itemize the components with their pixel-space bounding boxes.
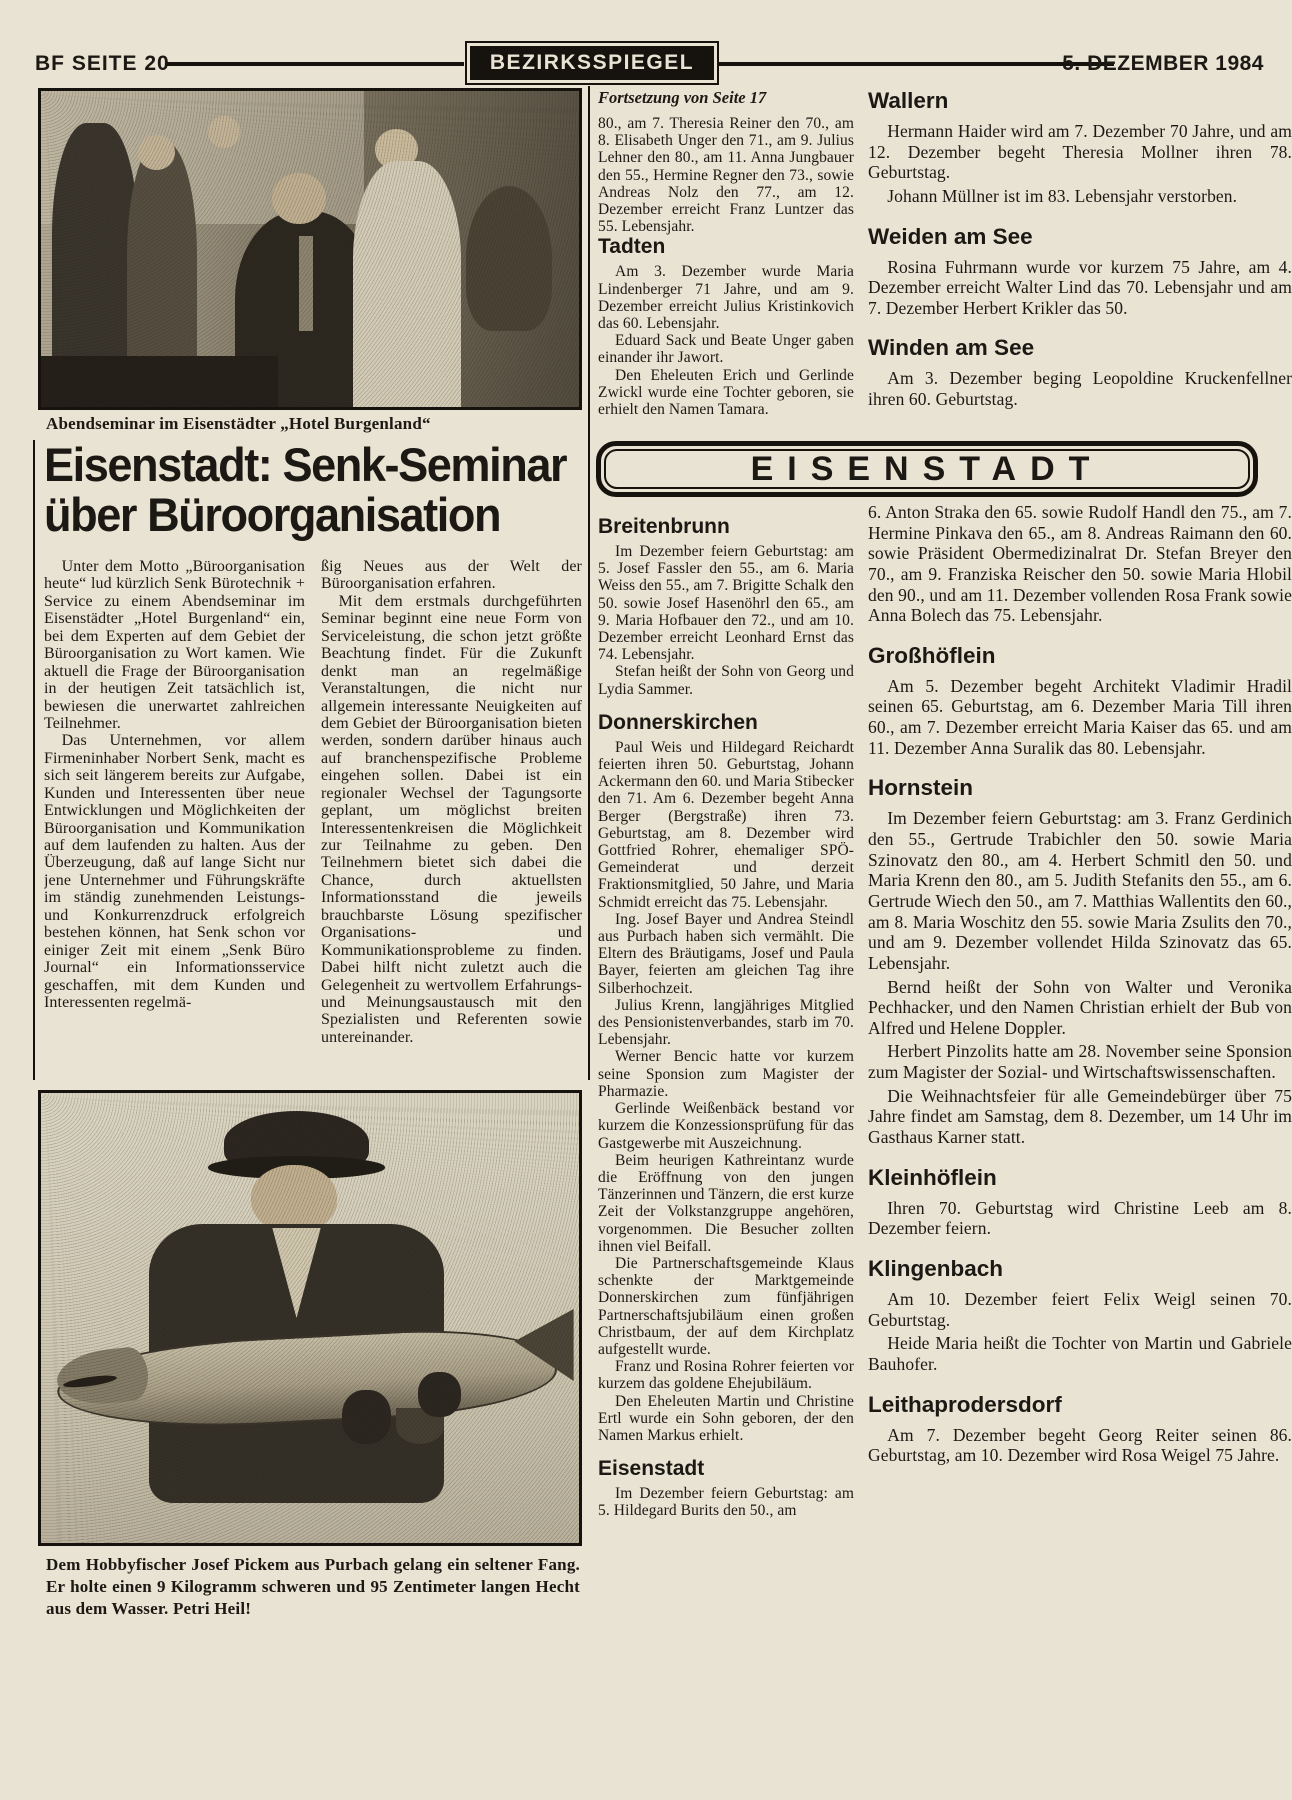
photo-halftone-overlay	[41, 1093, 579, 1543]
section-heading: Leithaprodersdorf	[868, 1391, 1062, 1417]
right-column-top	[868, 88, 1292, 440]
paragraph: Den Eheleuten Martin und Christine Ertl wurde ein Sohn geboren, der den Namen Markus erhielt.	[598, 1392, 854, 1444]
paragraph: Im Dezember feiern Geburtstag: am 3. Franz Gerdinich den 55., Gertrude Trabichler den 50. sowie Maria Szinovatz den 80., am 4. Herbert Schmitl den 50. und Maria Krenn den 80., am 5. Judith Stefanits den 55., am 6. Gertrude Wiech den 50., am 7. Matthias Wallentits den 60., am 8. Maria Woschitz den 55. sowie Maria Zsulits den 70., und am 9. Dezember vollendet Hilda Szinovatz das 65. Lebensjahr.	[868, 808, 1292, 973]
paragraph: Eduard Sack und Beate Unger gaben einander ihr Jawort.	[598, 332, 854, 367]
headline-line-2: über Büroorganisation	[44, 487, 501, 541]
middle-column-bottom	[598, 502, 854, 1692]
paragraph: Johann Müllner ist im 83. Lebensjahr verstorben.	[887, 185, 1238, 206]
section-heading: Breitenbrunn	[598, 515, 730, 538]
header-rule-left	[166, 62, 464, 66]
paragraph: Mit dem erstmals durchgeführten Seminar beginnt eine neue Form von Serviceleistung, die schon jetzt größte Beachtung findet. Für die Zukunft denkt man an regelmäßige Veranstaltungen, die nicht nur allgemein interessante Neuigkeiten auf dem Gebiet der Büroorganisation bieten werden, sondern darüber hinaus auch auf branchenspezifische Probleme eingehen sollen. Dabei ist ein regionaler Wechsel der Tagungsorte geplant, um möglichst breiten Interessentenkreisen die Möglichkeit zur Teilnahme zu geben. Den Teilnehmern bietet sich dabei die Chance, durch aktuellsten Informationsstand die jeweils brauchbarste Lösung spezifischer Organisations- und Kommunikationsprobleme zu finden. Dabei hilft nicht zuletzt auch die Gelegenheit zu wertvollem Erfahrungs- und Meinungsaustausch mit den Spezialisten und Referenten sowie untereinander.	[321, 592, 582, 1046]
headline-line-1: Eisenstadt: Senk-Seminar	[44, 438, 567, 491]
paragraph: Am 10. Dezember feiert Felix Weigl seinen 70. Geburtstag.	[868, 1288, 1292, 1330]
paragraph: Beim heurigen Kathreintanz wurde die Eröffnung von den jungen Tänzerinnen und Tänzern, die erst kurze Zeit der Volkstanzgruppe angehören, vorgenommen. Die Besucher zollten ihnen viel Beifall.	[598, 1151, 854, 1255]
section-heading: Weiden am See	[868, 223, 1033, 249]
paragraph: 6. Anton Straka den 65. sowie Rudolf Handl den 75., am 7. Hermine Pinkava den 65., am 8. Andreas Raimann den 60. sowie Präsident Obermedizinalrat Dr. Stefan Breyer den 70., am 9. Franziska Reischer den 50. sowie Maria Hlobil den 90., und am 11. Dezember vollenden Rosa Frank sowie Anna Bolech das 75. Lebensjahr.	[868, 502, 1292, 626]
continuation-note: Fortsetzung von Seite 17	[598, 88, 767, 107]
paragraph: Rosina Fuhrmann wurde vor kurzem 75 Jahre, am 4. Dezember erreicht Walter Lind das 70. Lebensjahr und am 7. Dezember Herbert Krikler das 50.	[868, 256, 1292, 318]
paragraph: Bernd heißt der Sohn von Walter und Veronika Pechhacker, und den Namen Christian erhielt der Bub von Alfred und Helene Doppler.	[868, 976, 1292, 1038]
seminar-photo-caption: Abendseminar im Eisenstädter „Hotel Burgenland“	[46, 414, 431, 433]
paragraph: Paul Weis und Hildegard Reichardt feierten ihren 50. Geburtstag, Johann Ackermann den 60. und Maria Stibecker den 71. Am 6. Dezember begeht Anna Berger (Bergstraße) ihren 73. Geburtstag, am 8. Dezember wird Gottfried Rohrer, ehemaliger SPÖ-Gemeinderat und derzeit Fraktionsmitglied, 50 Jahre, und Maria Schmidt erreicht das 75. Lebensjahr.	[598, 738, 854, 911]
paragraph: Franz und Rosina Rohrer feierten vor kurzem das goldene Ehejubiläum.	[598, 1358, 854, 1393]
fisherman-photo	[38, 1090, 582, 1546]
section-heading: Donnerskirchen	[598, 710, 758, 734]
paragraph: Im Dezember feiern Geburtstag: am 5. Hildegard Burits den 50., am	[598, 1485, 854, 1520]
eisenstadt-banner-label: EISENSTADT	[604, 449, 1250, 489]
paragraph: Die Partnerschaftsgemeinde Klaus schenkte der Marktgemeinde Donnerskirchen zum fünfjährigen Partnerschaftsjubiläum einen großen Christbaum, der auf dem Kirchplatz aufgestellt wurde.	[598, 1254, 854, 1358]
paragraph: Das Unternehmen, vor allem Firmeninhaber Norbert Senk, macht es sich seit längerem bereits zur Aufgabe, Kunden und Interessenten über neue Entwicklungen und Möglichkeiten der Büroorganisation und Kommunikation auf dem laufenden zu halten. Aus der Überzeugung, daß auf lange Sicht nur jene Unternehmer und Führungskräfte im ständig zunehmenden Leistungs- und Konkurrenzdruck erfolgreich bestehen können, hat Senk schon vor einiger Zeit mit einem „Senk Büro Journal“ ein Informationsservice geschaffen, mit dem Kunden und Interessenten regelmä-	[44, 732, 305, 1011]
fisherman-photo-caption: Dem Hobbyfischer Josef Pickem aus Purbach gelang ein seltener Fang. Er holte einen 9 Kilogramm schweren und 95 Zentimeter langen Hecht aus dem Wasser. Petri Heil!	[46, 1555, 580, 1618]
paragraph: Ing. Josef Bayer und Andrea Steindl aus Purbach haben sich vermählt. Die Eltern des Bräutigams, Josef und Paula Bayer, feierten am gleichen Tag ihre Silberhochzeit.	[598, 910, 854, 997]
section-heading: Hornstein	[868, 775, 974, 801]
issue-date: 5. DEZEMBER 1984	[1062, 52, 1264, 75]
paragraph: Ihren 70. Geburtstag wird Christine Leeb am 8. Dezember feiern.	[868, 1197, 1292, 1239]
seminar-photo	[38, 88, 582, 410]
paragraph: Gerlinde Weißenbäck bestand vor kurzem die Konzessionsprüfung für das Gastgewerbe mit Auszeichnung.	[598, 1100, 854, 1152]
paragraph: Am 7. Dezember begeht Georg Reiter seinen 86. Geburtstag, am 10. Dezember wird Rosa Weigel 75 Jahre.	[868, 1424, 1292, 1466]
eisenstadt-banner	[596, 441, 1258, 497]
lead-article-body	[44, 558, 582, 1080]
paragraph: Am 5. Dezember begeht Architekt Vladimir Hradil seinen 65. Geburtstag, am 6. Dezember Maria Till ihren 60., am 7. Dezember erreicht Maria Kaiser das 65. und am 11. Dezember Anna Suralik das 80. Lebensjahr.	[868, 675, 1292, 758]
article-column-2	[321, 558, 582, 1080]
middle-column-top	[598, 88, 854, 440]
paragraph: Heide Maria heißt die Tochter von Martin und Gabriele Bauhofer.	[868, 1333, 1292, 1374]
paragraph: Die Weihnachtsfeier für alle Gemeindebürger über 75 Jahre findet am Samstag, dem 8. Dezember, um 14 Uhr im Gasthaus Karner statt.	[868, 1085, 1292, 1148]
paragraph: Stefan heißt der Sohn von Georg und Lydia Sammer.	[598, 663, 854, 698]
paragraph: Am 3. Dezember wurde Maria Lindenberger 71 Jahre, und am 9. Dezember erreicht Julius Kristinkovich das 60. Lebensjahr.	[598, 263, 854, 333]
right-column-bottom	[868, 502, 1292, 1792]
paragraph: Den Eheleuten Erich und Gerlinde Zwickl wurde eine Tochter geboren, sie erhielt den Namen Tamara.	[598, 366, 854, 419]
middle-column-rule	[588, 86, 590, 1080]
paragraph: Unter dem Motto „Büroorganisation heute“ lud kürzlich Senk Bürotechnik + Service zu einem Abendseminar im Eisenstädter „Hotel Burgenland“ ein, bei dem Experten auf dem Gebiet der Büroorganisation zu Wort kamen. Wie aktuell die Frage der Büroorganisation in der heutigen Zeit tatsächlich ist, bewiesen die unerwartet zahlreichen Teilnehmer.	[44, 558, 305, 732]
section-heading: Eisenstadt	[598, 1457, 705, 1481]
paragraph: Am 3. Dezember beging Leopoldine Kruckenfellner ihren 60. Geburtstag.	[868, 368, 1292, 410]
header-rule-right	[718, 62, 1114, 66]
section-heading: Großhöflein	[868, 642, 996, 668]
paragraph: Julius Krenn, langjähriges Mitglied des Pensionistenverbandes, starb im 70. Lebensjahr.	[598, 996, 854, 1049]
section-heading: Kleinhöflein	[868, 1164, 997, 1190]
paragraph: Im Dezember feiern Geburtstag: am 5. Josef Fassler den 55., am 6. Maria Weiss den 55., am 7. Brigitte Schalk den 50. sowie Josef Hasenöhrl den 65., am 9. Maria Hofbauer den 72., und am 10. Dezember erreicht Leonhard Ernst das 74. Lebensjahr.	[598, 543, 854, 664]
section-heading: Tadten	[598, 235, 666, 259]
left-column-rule	[33, 440, 35, 1080]
page-number-label: BF SEITE 20	[35, 52, 170, 75]
paragraph: Herbert Pinzolits hatte am 28. November seine Sponsion zum Magister der Sozial- und Wirtschaftswissenschaften.	[868, 1041, 1292, 1083]
photo-halftone-overlay	[41, 91, 579, 407]
section-heading: Klingenbach	[868, 1255, 1004, 1281]
paragraph: ßig Neues aus der Welt der Büroorganisation erfahren.	[321, 558, 582, 593]
section-heading: Winden am See	[868, 335, 1035, 361]
paragraph: Hermann Haider wird am 7. Dezember 70 Jahre, und am 12. Dezember begeht Theresia Mollner ihren 78. Geburtstag.	[868, 121, 1292, 183]
paragraph: Werner Bencic hatte vor kurzem seine Sponsion zum Magister der Pharmazie.	[598, 1048, 854, 1100]
paragraph: 80., am 7. Theresia Reiner den 70., am 8. Elisabeth Unger den 71., am 9. Julius Lehner den 80., am 11. Anna Jungbauer den 55., Hermine Regner den 73., sowie Andreas Nolz den 77., am 12. Dezember erreicht Franz Luntzer das 55. Lebensjahr.	[598, 115, 854, 236]
article-headline	[44, 440, 582, 540]
section-heading: Wallern	[868, 88, 949, 113]
article-column-1	[44, 558, 305, 1080]
masthead-title: BEZIRKSSPIEGEL	[470, 46, 714, 80]
